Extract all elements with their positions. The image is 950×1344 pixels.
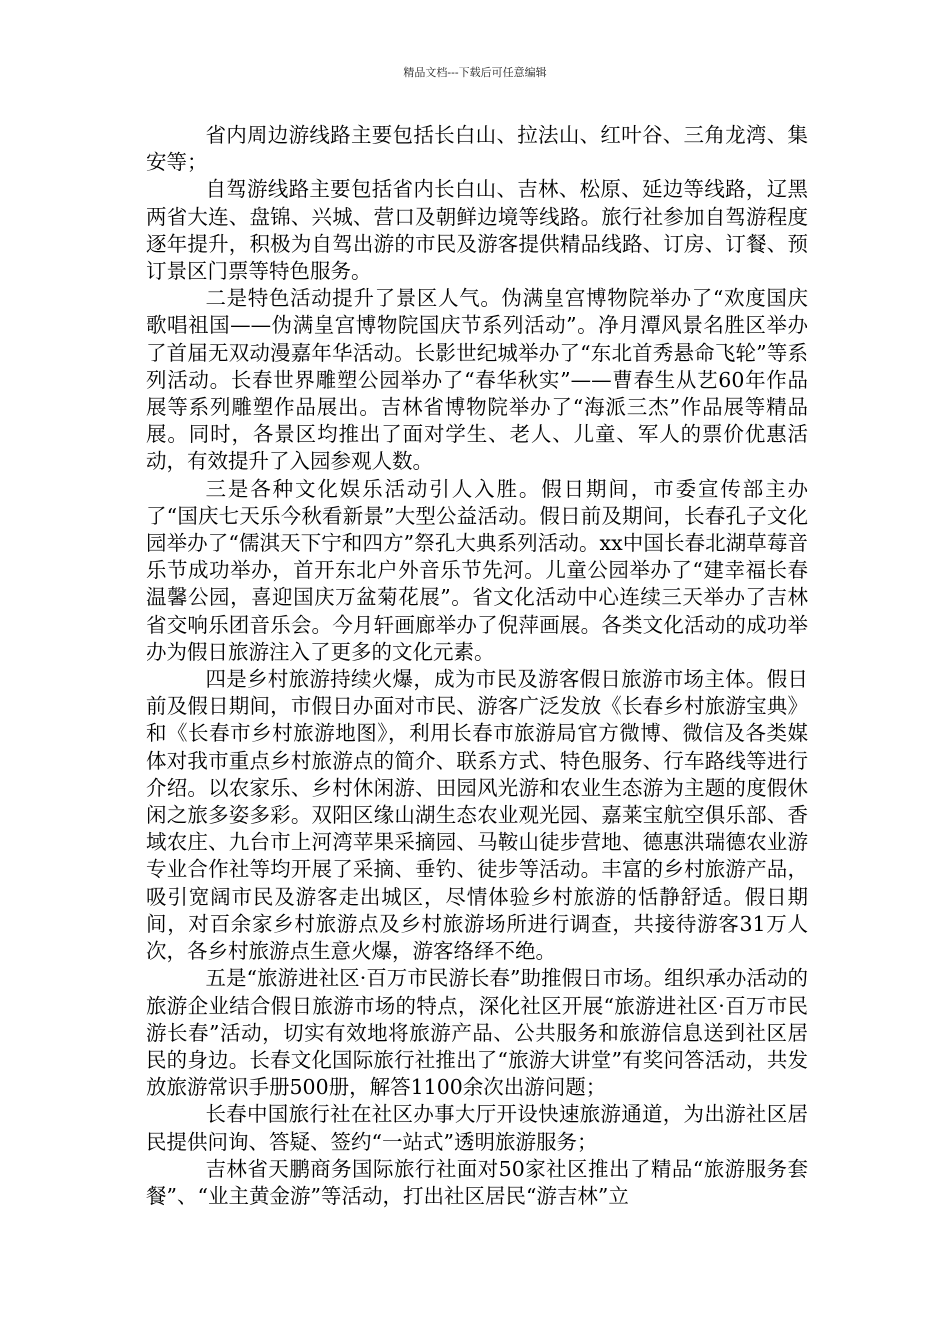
- paragraph-tianpeng-travel: 吉林省天鹏商务国际旅行社面对50家社区推出了精品“旅游服务套餐”、“业主黄金游”等活动，打出社区居民“游吉林”立: [146, 1156, 808, 1208]
- paragraph-cultural-entertainment: 三是各种文化娱乐活动引人入胜。假日期间，市委宣传部主办了“国庆七天乐今秋看新景”大型公益活动。假日前及期间，长春孔子文化园举办了“儒淇天下宁和四方”祭孔大典系列活动。xx中国长春北湖草莓音乐节成功举办，首开东北户外音乐节先河。儿童公园举办了“建幸福长春温馨公园，喜迎国庆万盆菊花展”。省文化活动中心连续三天举办了吉林省交响乐团音乐会。今月轩画廊举办了倪萍画展。各类文化活动的成功举办为假日旅游注入了更多的文化元素。: [146, 476, 808, 664]
- paragraph-self-drive-routes: 自驾游线路主要包括省内长白山、吉林、松原、延边等线路，辽黑两省大连、盘锦、兴城、营口及朝鲜边境等线路。旅行社参加自驾游程度逐年提升，积极为自驾出游的市民及游客提供精品线路、订房、订餐、预订景区门票等特色服务。: [146, 177, 808, 284]
- paragraph-china-travel-service: 长春中国旅行社在社区办事大厅开设快速旅游通道，为出游社区居民提供问询、答疑、签约“一站式”透明旅游服务；: [146, 1102, 808, 1154]
- page-header: 精品文档---下载后可任意编辑: [403, 66, 547, 79]
- paragraph-rural-tourism: 四是乡村旅游持续火爆，成为市民及游客假日旅游市场主体。假日前及假日期间，市假日办面对市民、游客广泛发放《长春乡村旅游宝典》和《长春市乡村旅游地图》，利用长春市旅游局官方微博、微信及各类媒体对我市重点乡村旅游点的简介、联系方式、特色服务、行车路线等进行介绍。以农家乐、乡村休闲游、田园风光游和农业生态游为主题的度假休闲之旅多姿多彩。双阳区缘山湖生态农业观光园、嘉莱宝航空俱乐部、香域农庄、九台市上河湾苹果采摘园、马鞍山徒步营地、德惠洪瑞德农业游专业合作社等均开展了采摘、垂钓、徒步等活动。丰富的乡村旅游产品，吸引宽阔市民及游客走出城区，尽情体验乡村旅游的恬静舒适。假日期间，对百余家乡村旅游点及乡村旅游场所进行调查，共接待游客31万人次，各乡村旅游点生意火爆，游客络绎不绝。: [146, 667, 808, 964]
- paragraph-special-activities: 二是特色活动提升了景区人气。伪满皇宫博物院举办了“欢度国庆歌唱祖国——伪满皇宫博物院国庆节系列活动”。净月潭风景名胜区举办了首届无双动漫嘉年华活动。长影世纪城举办了“东北首秀悬命飞轮”等系列活动。长春世界雕塑公园举办了“春华秋实”——曹春生从艺60年作品展等系列雕塑作品展出。吉林省博物院举办了“海派三杰”作品展等精品展。同时，各景区均推出了面对学生、老人、儿童、军人的票价优惠活动，有效提升了入园参观人数。: [146, 286, 808, 474]
- document-body: [146, 122, 808, 1210]
- paragraph-community-tourism: 五是“旅游进社区·百万市民游长春”助推假日市场。组织承办活动的旅游企业结合假日旅游市场的特点，深化社区开展“旅游进社区·百万市民游长春”活动，切实有效地将旅游产品、公共服务和旅游信息送到社区居民的身边。长春文化国际旅行社推出了“旅游大讲堂”有奖问答活动，共发放旅游常识手册500册，解答1100余次出游问题；: [146, 966, 808, 1100]
- paragraph-surrounding-routes: 省内周边游线路主要包括长白山、拉法山、红叶谷、三角龙湾、集安等；: [146, 123, 808, 175]
